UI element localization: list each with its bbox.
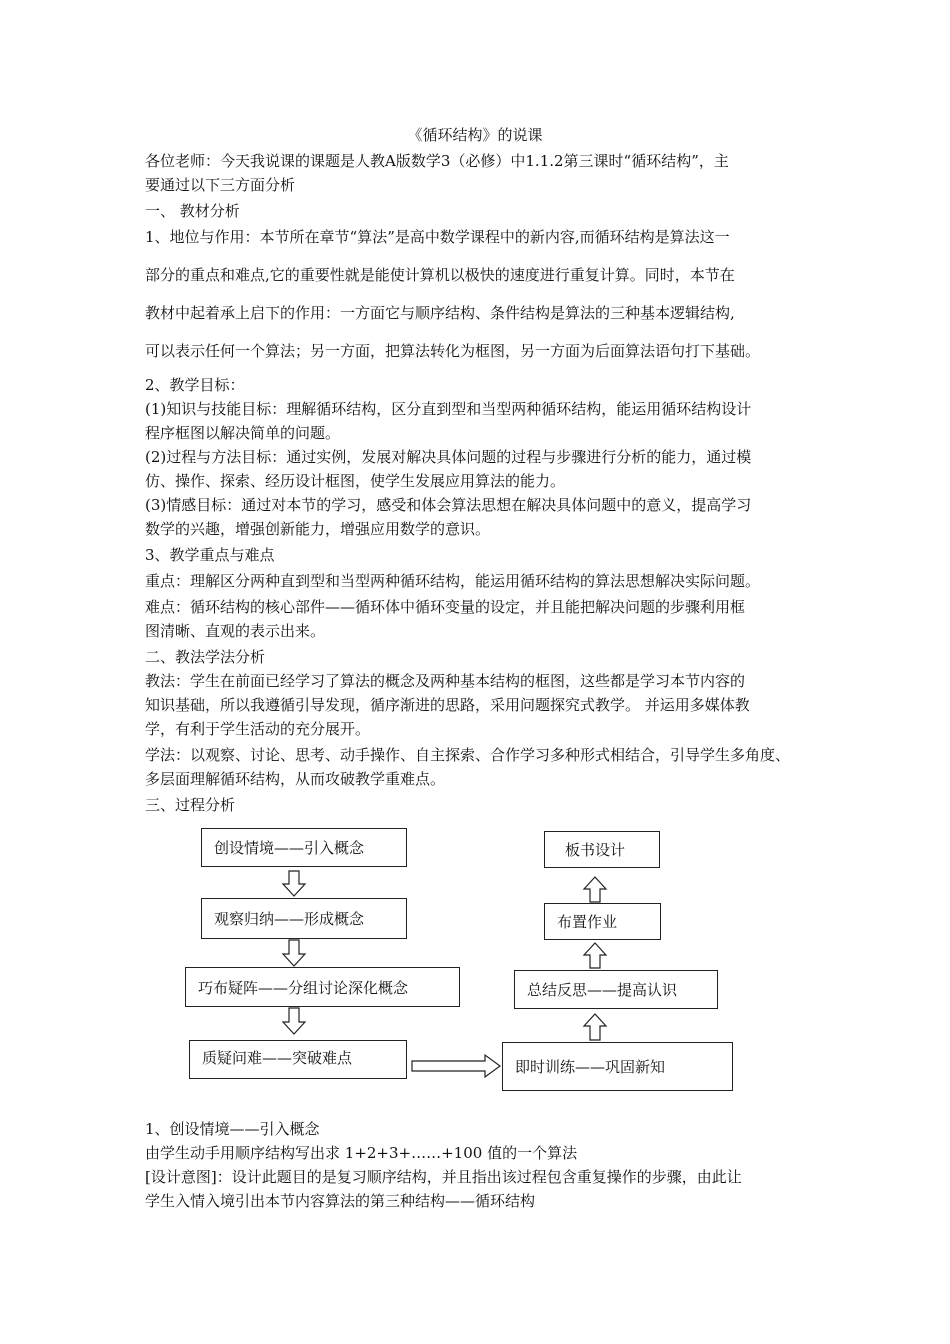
text-line: 可以表示任何一个算法；另一方面，把算法转化为框图，另一方面为后面算法语句打下基础。 xyxy=(145,342,761,360)
up-arrow-icon xyxy=(584,877,606,902)
text-line: 教法：学生在前面已经学习了算法的概念及两种基本结构的框图，这些都是学习本节内容的 xyxy=(145,672,746,690)
text-line: 仿、操作、探索、经历设计框图，使学生发展应用算法的能力。 xyxy=(145,472,566,490)
down-arrow-icon xyxy=(283,871,305,896)
flow-step-create-situation xyxy=(201,828,407,867)
up-arrow-icon xyxy=(584,1014,606,1040)
text-line: 二、教法学法分析 xyxy=(145,648,266,666)
text-line: 学，有利于学生活动的充分展开。 xyxy=(145,720,371,738)
text-line: 1、地位与作用：本节所在章节“算法”是高中数学课程中的新内容,而循环结构是算法这一 xyxy=(145,228,730,246)
flow-step-observe-summarize xyxy=(201,898,407,939)
text-line: 部分的重点和难点,它的重要性就是能使计算机以极快的速度进行重复计算。同时，本节在 xyxy=(145,266,735,284)
flow-step-reflection xyxy=(514,970,718,1009)
flow-step-label: 观察归纳——形成概念 xyxy=(214,910,365,928)
flow-step-group-discussion xyxy=(185,967,460,1007)
down-arrow-icon xyxy=(283,940,305,966)
text-line: 多层面理解循环结构，从而攻破教学重难点。 xyxy=(145,770,446,788)
text-line: 难点：循环结构的核心部件——循环体中循环变量的设定，并且能把解决问题的步骤利用框 xyxy=(145,598,746,616)
text-line: 学生入情入境引出本节内容算法的第三种结构——循环结构 xyxy=(145,1192,536,1210)
text-line: (3)情感目标：通过对本节的学习，感受和体会算法思想在解决具体问题中的意义，提高学习 xyxy=(145,496,752,514)
flow-step-board-design xyxy=(544,831,660,868)
flow-step-label: 布置作业 xyxy=(557,913,618,931)
text-line: 三、过程分析 xyxy=(145,796,236,814)
text-line: (1)知识与技能目标：理解循环结构，区分直到型和当型两种循环结构，能运用循环结构设计 xyxy=(145,400,752,418)
flow-step-label: 即时训练——巩固新知 xyxy=(515,1058,666,1076)
document-title: 《循环结构》的说课 xyxy=(407,126,543,144)
right-arrow-icon xyxy=(412,1055,500,1077)
flow-step-practice xyxy=(502,1042,733,1091)
text-line: 重点：理解区分两种直到型和当型两种循环结构，能运用循环结构的算法思想解决实际问题。 xyxy=(145,572,761,590)
up-arrow-icon xyxy=(584,943,606,968)
flow-step-homework xyxy=(544,903,661,940)
text-line: 一、 教材分析 xyxy=(145,202,240,220)
text-line: 图清晰、直观的表示出来。 xyxy=(145,622,326,640)
text-line: 要通过以下三方面分析 xyxy=(145,176,296,194)
flow-step-label: 质疑问难——突破难点 xyxy=(202,1049,353,1067)
flow-step-label: 总结反思——提高认识 xyxy=(527,981,678,999)
down-arrow-icon xyxy=(283,1008,305,1034)
text-line: 学法：以观察、讨论、思考、动手操作、自主探索、合作学习多种形式相结合，引导学生多角度、 xyxy=(145,746,791,764)
text-line: 3、教学重点与难点 xyxy=(145,546,275,564)
text-line: 2、教学目标： xyxy=(145,376,245,394)
flow-step-label: 创设情境——引入概念 xyxy=(214,839,365,857)
text-line: 教材中起着承上启下的作用：一方面它与顺序结构、条件结构是算法的三种基本逻辑结构, xyxy=(145,304,735,322)
text-line: 数学的兴趣，增强创新能力，增强应用数学的意识。 xyxy=(145,520,491,538)
text-line: (2)过程与方法目标：通过实例，发展对解决具体问题的过程与步骤进行分析的能力，通过模 xyxy=(145,448,752,466)
text-line: [设计意图]：设计此题目的是复习顺序结构，并且指出该过程包含重复操作的步骤，由此让 xyxy=(145,1168,742,1186)
flow-step-question-difficulty xyxy=(189,1040,407,1079)
text-line: 1、创设情境——引入概念 xyxy=(145,1120,320,1138)
flow-step-label: 巧布疑阵——分组讨论深化概念 xyxy=(198,978,409,997)
text-line: 由学生动手用顺序结构写出求 1+2+3+……+100 值的一个算法 xyxy=(145,1144,578,1162)
text-line: 程序框图以解决简单的问题。 xyxy=(145,424,341,442)
text-line: 知识基础，所以我遵循引导发现，循序渐进的思路，采用问题探究式教学。 并运用多媒体教 xyxy=(145,696,750,714)
text-line: 各位老师：今天我说课的课题是人教A版数学3（必修）中1.1.2第三课时“循环结构”，主 xyxy=(145,152,729,170)
flow-step-label: 板书设计 xyxy=(565,841,626,859)
